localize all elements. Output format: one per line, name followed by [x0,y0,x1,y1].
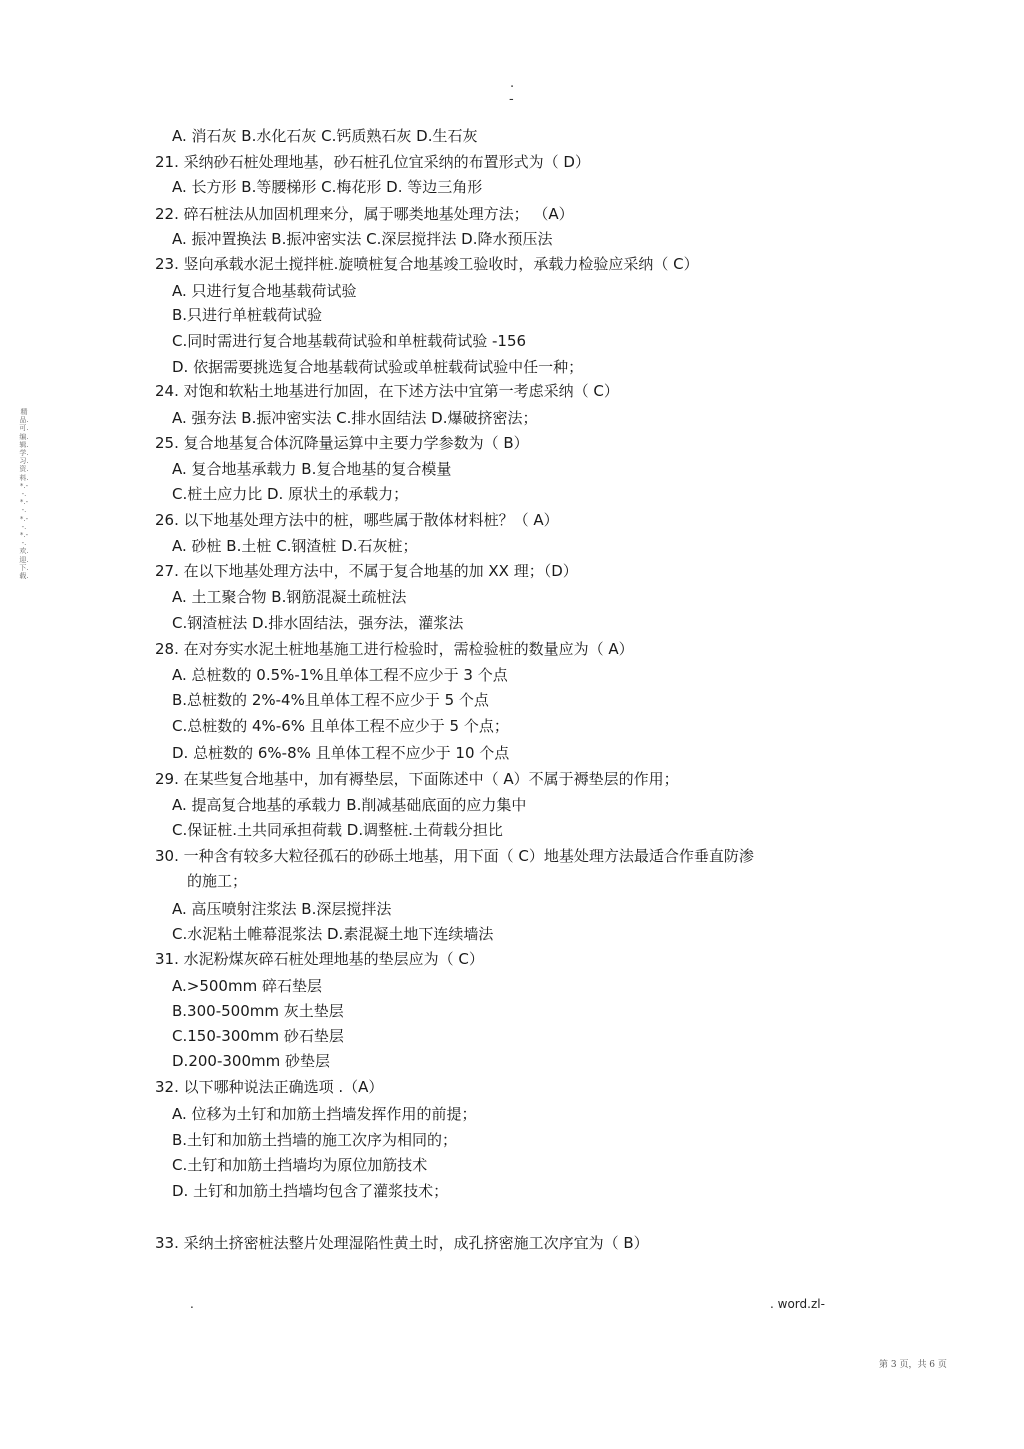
question-23: 23. 竖向承载水泥土搅拌桩.旋喷桩复合地基竣工验收时，承载力检验应采纳（ C） [155,255,699,273]
option-line: A. 振冲置换法 B.振冲密实法 C.深层搅拌法 D.降水预压法 [172,230,553,248]
option-line: B.只进行单桩载荷试验 [172,306,323,324]
question-24: 24. 对饱和软粘土地基进行加固，在下述方法中宜第一考虑采纳（ C） [155,382,619,400]
question-22: 22. 碎石桩法从加固机理来分，属于哪类地基处理方法； （A） [155,205,574,223]
option-line: C.土钉和加筋土挡墙均为原位加筋技术 [172,1156,428,1174]
option-line: C.同时需进行复合地基载荷试验和单桩载荷试验 -156 [172,332,527,350]
footer-right: . word.zl- [770,1297,825,1311]
question-28: 28. 在对夯实水泥土桩地基施工进行检验时，需检验桩的数量应为（ A） [155,640,634,658]
header-dash: - [509,92,514,107]
question-32: 32. 以下哪种说法正确选项 .（A） [155,1078,384,1096]
question-33: 33. 采纳土挤密桩法整片处理湿陷性黄土时，成孔挤密施工次序宜为（ B） [155,1234,649,1252]
side-watermark-text: 精品.可.编.辑.学.习.资.料.*.--.*.--.*.--.*.--.欢.迎.下.载. [19,408,29,581]
question-30: 30. 一种含有较多大粒径孤石的砂砾土地基，用下面（ C）地基处理方法最适合作垂直防渗 [155,847,754,865]
option-line: A. 只进行复合地基载荷试验 [172,282,357,300]
option-line: D. 土钉和加筋土挡墙均包含了灌浆技术； [172,1182,449,1200]
option-line: B.总桩数的 2%-4%且单体工程不应少于 5 个点 [172,691,489,709]
option-line: C.桩土应力比 D. 原状土的承载力； [172,485,409,503]
footer-left: . [190,1297,194,1311]
option-line: A. 长方形 B.等腰梯形 C.梅花形 D. 等边三角形 [172,178,483,196]
option-line: D. 总桩数的 6%-8% 且单体工程不应少于 10 个点 [172,744,510,762]
option-line: B.土钉和加筋土挡墙的施工次序为相同的； [172,1131,458,1149]
option-line: C.水泥粘土帷幕混浆法 D.素混凝土地下连续墙法 [172,925,494,943]
option-line: A.>500mm 碎石垫层 [172,977,322,995]
option-line: A. 提高复合地基的承载力 B.削减基础底面的应力集中 [172,796,527,814]
option-line: C.保证桩.土共同承担荷载 D.调整桩.土荷载分担比 [172,821,503,839]
option-line: C.钢渣桩法 D.排水固结法，强夯法，灌浆法 [172,614,464,632]
header-dot: . [510,76,515,91]
question-26: 26. 以下地基处理方法中的桩，哪些属于散体材料桩？（ A） [155,511,559,529]
question-21: 21. 采纳砂石桩处理地基，砂石桩孔位宜采纳的布置形式为（ D） [155,153,590,171]
question-31: 31. 水泥粉煤灰碎石桩处理地基的垫层应为（ C） [155,950,484,968]
option-line: D. 依据需要挑选复合地基载荷试验或单桩载荷试验中任一种； [172,358,584,376]
option-line: B.300-500mm 灰土垫层 [172,1002,344,1020]
option-line: A. 砂桩 B.土桩 C.钢渣桩 D.石灰桩； [172,537,418,555]
option-line: C.150-300mm 砂石垫层 [172,1027,344,1045]
question-27: 27. 在以下地基处理方法中，不属于复合地基的加 XX 理；（D） [155,562,578,580]
option-line: A. 高压喷射注浆法 B.深层搅拌法 [172,900,392,918]
option-line: A. 土工聚合物 B.钢筋混凝土疏桩法 [172,588,407,606]
option-line: A. 强夯法 B.振冲密实法 C.排水固结法 D.爆破挤密法； [172,409,538,427]
option-line: A. 位移为土钉和加筋土挡墙发挥作用的前提； [172,1105,477,1123]
option-line: D.200-300mm 砂垫层 [172,1052,330,1070]
option-line: A. 消石灰 B.水化石灰 C.钙质熟石灰 D.生石灰 [172,127,478,145]
question-30-continued: 的施工； [187,872,248,890]
question-25: 25. 复合地基复合体沉降量运算中主要力学参数为（ B） [155,434,529,452]
option-line: A. 总桩数的 0.5%-1%且单体工程不应少于 3 个点 [172,666,508,684]
page-number: 第 3 页，共 6 页 [879,1360,947,1370]
question-29: 29. 在某些复合地基中，加有褥垫层，下面陈述中（ A）不属于褥垫层的作用； [155,770,679,788]
option-line: A. 复合地基承载力 B.复合地基的复合模量 [172,460,452,478]
option-line: C.总桩数的 4%-6% 且单体工程不应少于 5 个点； [172,717,509,735]
